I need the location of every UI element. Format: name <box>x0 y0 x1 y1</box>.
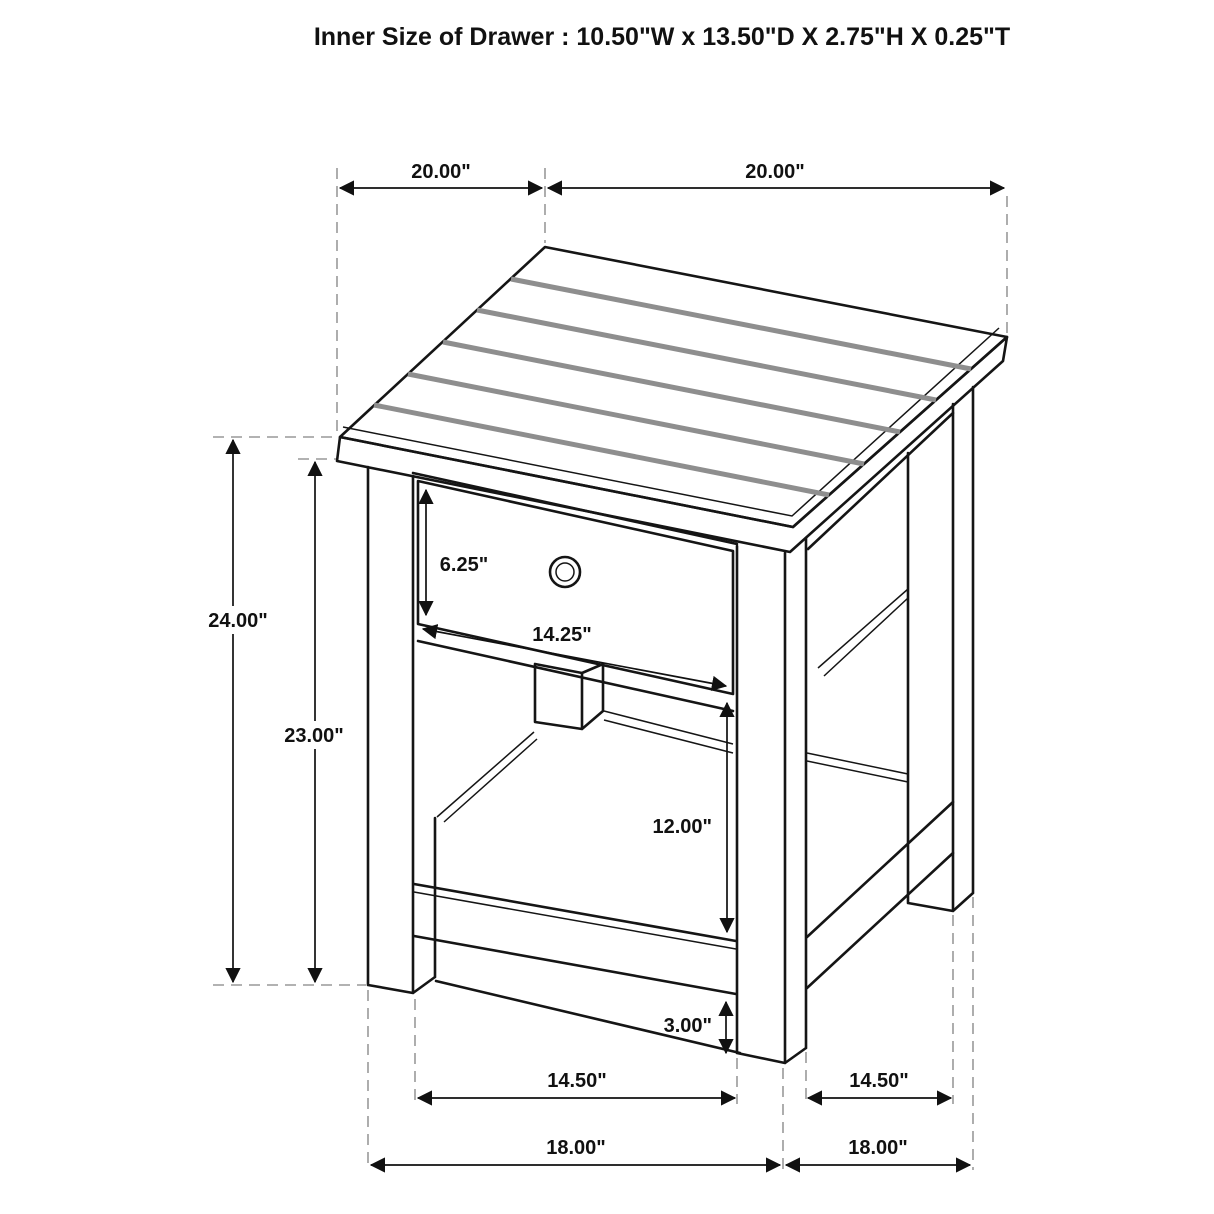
right-side <box>808 387 973 911</box>
dim-label-drawer-to-shelf: 12.00" <box>652 816 712 838</box>
dim-label-top-left: 20.00" <box>411 161 471 183</box>
dim-label-overall-height: 24.00" <box>208 610 268 632</box>
dim-label-outer-right: 18.00" <box>848 1137 908 1159</box>
dim-label-foot-height: 3.00" <box>663 1015 712 1037</box>
dim-label-top-right: 20.00" <box>745 161 805 183</box>
dim-inner-span-left <box>418 1070 735 1098</box>
dim-label-inner-left: 14.50" <box>547 1070 607 1092</box>
drawer <box>413 473 737 711</box>
table-drawing <box>337 247 1007 1063</box>
dim-top-width-right <box>548 161 1004 188</box>
dim-label-under-top-height: 23.00" <box>284 725 344 747</box>
dim-foot-height <box>664 1002 726 1053</box>
tabletop <box>337 247 1007 552</box>
dim-top-width-left <box>340 161 542 188</box>
dim-drawer-to-shelf <box>652 703 727 932</box>
front-left-leg <box>368 467 435 993</box>
dim-outer-span-left <box>371 1137 780 1165</box>
interior-back-rails <box>437 589 908 822</box>
drawer-knob <box>550 557 580 587</box>
dim-under-top-height <box>276 462 352 982</box>
dim-overall-height <box>200 440 276 982</box>
dim-label-inner-right: 14.50" <box>849 1070 909 1092</box>
dim-label-drawer-width: 14.25" <box>532 624 592 646</box>
dim-drawer-height <box>426 490 488 615</box>
dim-inner-span-right <box>808 1070 951 1098</box>
dim-outer-span-right <box>786 1137 970 1165</box>
dashed-guide-lines <box>213 168 1007 1170</box>
front-center-leg <box>737 538 806 1063</box>
dim-label-drawer-height: 6.25" <box>439 554 489 576</box>
dim-label-outer-left: 18.00" <box>546 1137 606 1159</box>
drawing-title: Inner Size of Drawer : 10.50"W x 13.50"D X 2.75"H X 0.25"T <box>313 23 1011 51</box>
